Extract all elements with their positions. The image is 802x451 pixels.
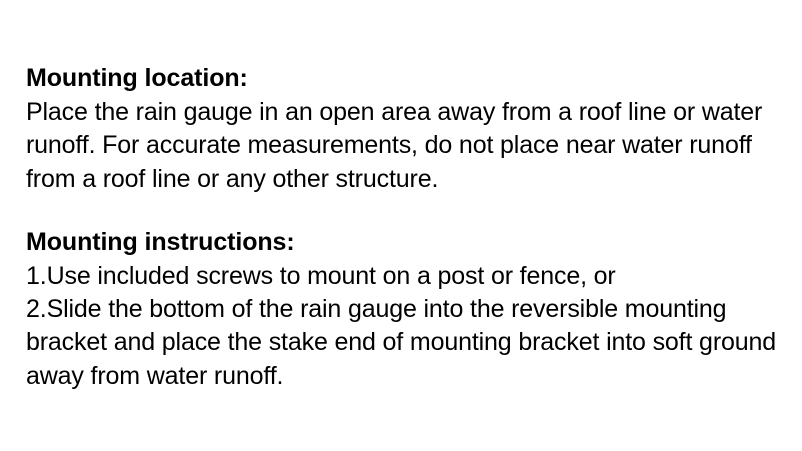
mounting-instructions-heading: Mounting instructions: <box>26 227 295 256</box>
list-item-marker: 1. <box>26 261 47 290</box>
mounting-location-paragraph: Place the rain gauge in an open area away from a roof line or water runoff. For accurate measurements, do not place near water runoff from a roof line or any other structure. <box>26 98 763 193</box>
list-item-text: Slide the bottom of the rain gauge into the reversible mounting bracket and place the stake end of mounting bracket into soft ground away from water runoff. <box>26 295 777 390</box>
mounting-instructions-list <box>26 260 776 393</box>
list-item-marker: 2. <box>26 295 47 323</box>
list-item <box>26 293 776 393</box>
list-item <box>26 260 776 293</box>
section-mounting-location <box>26 62 776 196</box>
list-item-text: Use included screws to mount on a post or fence, or <box>46 261 616 290</box>
mounting-location-heading: Mounting location: <box>26 64 248 92</box>
section-mounting-instructions <box>26 226 776 393</box>
